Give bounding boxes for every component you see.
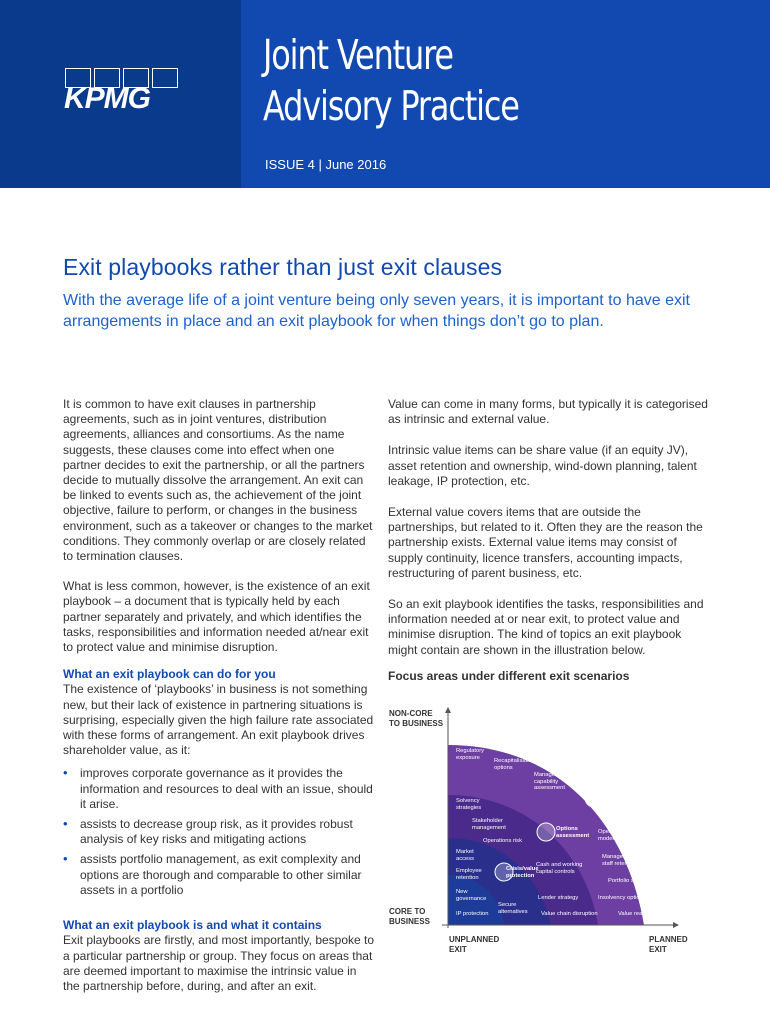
list-item (63, 817, 375, 847)
x-axis-left-label: UNPLANNED EXIT (449, 935, 500, 954)
zone-label: Value realisation (618, 911, 661, 917)
bullet-icon: • (63, 851, 68, 867)
bullet-list (63, 766, 375, 898)
list-item-text: assists portfolio management, as exit complexity and options are thorough and comparable to other similar assets in a portfolio (80, 852, 362, 897)
zone-label: Employee retention (456, 868, 482, 881)
list-item (63, 766, 375, 812)
icon-orderly-wind-up (585, 789, 603, 807)
zone-label: Market access (456, 849, 475, 862)
zone-label: Management and staff retention (602, 854, 648, 867)
zone-label: Value chain disruption (541, 911, 598, 917)
section-heading: What an exit playbook is and what it contains (63, 918, 322, 933)
zone-label: Options assessment (556, 826, 590, 839)
brand-panel (0, 0, 241, 188)
paragraph: External value covers items that are outside the partnerships, but related to it. Often they are the reason the partnership exists. External value items may consist of supply continuity, licence transfers, accounting impacts, restructuring of parent business, etc. (388, 505, 703, 580)
paragraph: What is less common, however, is the existence of an exit playbook – a document that is typically held by each partner separately and privately, and which identifies the tasks, responsibilities and information needed at/near exit to protect value and minimise disruption. (63, 579, 370, 655)
article-headline: Exit playbooks rather than just exit clauses (63, 254, 503, 280)
issue-label: ISSUE 4 (265, 157, 315, 172)
publication-title (263, 30, 519, 132)
x-axis-right-label: PLANNED EXIT (649, 935, 688, 954)
zone-label: Solvency strategies (456, 798, 482, 811)
article-subhead: With the average life of a joint venture being only seven years, it is important to have exit arrangements in place and an exit playbook for when things don’t go to plan. (63, 292, 690, 330)
icon-options-assessment (537, 823, 555, 841)
figure-title: Focus areas under different exit scenarios (388, 669, 630, 683)
zone-label: Lender strategy (538, 895, 579, 901)
paragraph: The existence of ‘playbooks’ in business is not something new, but their lack of existence in partnering situations is surprising, especially given the high failure rate associated with these forms of arrangement. An exit playbook drives shareholder value, as it: (63, 682, 374, 758)
paragraph: Exit playbooks are firstly, and most importantly, bespoke to a particular partnership or group. They focus on areas that are deemed important to maximise the intrinsic value in the partnership before, during, and after an exit. (63, 933, 375, 993)
figure-graphic (386, 700, 686, 960)
list-item (63, 852, 375, 898)
right-column (388, 397, 708, 673)
zone-label: Stakeholder management (472, 818, 506, 831)
section-heading: What an exit playbook can do for you (63, 667, 276, 682)
bullet-icon: • (63, 765, 68, 781)
title-line-2: Advisory Practice (263, 82, 519, 130)
left-column (63, 397, 375, 994)
zone-label: Regulatory exposure (456, 748, 485, 761)
zone-label: Operations risk (483, 838, 522, 844)
zone-label: Insolvency options (598, 895, 646, 901)
zone-label: Secure alternatives (498, 902, 528, 915)
list-item-text: improves corporate governance as it provides the information and resources to deal with an issue, should it arise. (80, 766, 373, 811)
zone-label: IP protection (456, 911, 489, 917)
issue-info (265, 157, 386, 172)
issue-separator: | (314, 157, 326, 172)
list-item-text: assists to decrease group risk, as it provides robust analysis of key risks and mitigating actions (80, 817, 353, 847)
zone-label: Cash and working capital controls (536, 862, 583, 875)
zone-label: Management capability assessment (534, 772, 568, 791)
zone-label: Recapitalisation options (494, 758, 535, 771)
y-axis-top-label: NON-CORE TO BUSINESS (389, 709, 444, 728)
logo-wordmark: KPMG (64, 82, 150, 115)
zone-label: Orderly wind up / value realisation (604, 791, 652, 804)
zone-label: Crisis/value protection (506, 866, 539, 879)
kpmg-logo (65, 68, 180, 116)
paragraph: So an exit playbook identifies the tasks, responsibilities and information needed at or near exit, to protect value and minimise disruption. The kind of topics an exit playbook might contain are shown in the illustration below. (388, 597, 704, 657)
paragraph: It is common to have exit clauses in partnership agreements, such as in joint ventures, distribution agreements, alliances and consortiums. As the name suggests, these clauses come into effect when one partner decides to exit the partnership, or all the partners decide to mutually dissolve the arrangement. An exit can be linked to events such as, the achievement of the joint objective, failure to perform, or changes in the business environment, such as a takeover or changes to the market conditions. They commonly overlap or are closely related to termination clauses. (63, 397, 373, 564)
title-line-1: Joint Venture (263, 31, 453, 79)
y-axis-bottom-label: CORE TO BUSINESS (389, 907, 430, 926)
exit-scenarios-figure (386, 700, 686, 960)
zone-label: Operating model review (598, 829, 633, 842)
paragraph: Value can come in many forms, but typically it is categorised as intrinsic and external value. (388, 397, 708, 427)
issue-date: June 2016 (325, 157, 387, 172)
zone-label: New governance (456, 889, 487, 902)
paragraph: Intrinsic value items can be share value (if an equity JV), asset retention and ownership, wind-down planning, talent leakage, IP protection, etc. (388, 443, 697, 488)
zone-label: Portfolio strategy (608, 878, 652, 884)
bullet-icon: • (63, 816, 68, 832)
